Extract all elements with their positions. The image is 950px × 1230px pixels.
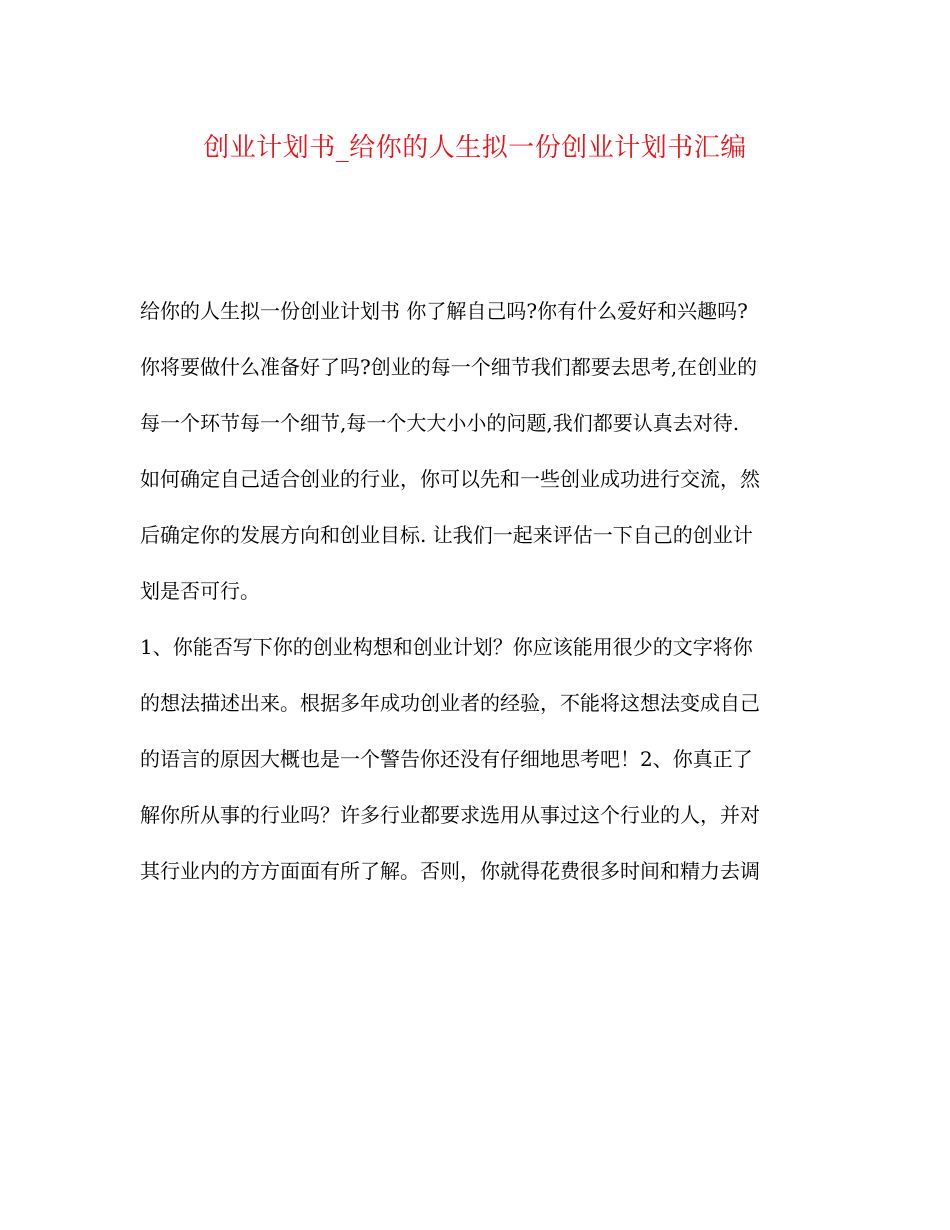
document-title: 创业计划书_给你的人生拟一份创业计划书汇编 (203, 133, 747, 163)
paragraph-line: 如何确定自己适合创业的行业，你可以先和一些创业成功进行交流，然 (140, 467, 760, 491)
paragraph-line: 解你所从事的行业吗？许多行业都要求选用从事过这个行业的人，并对 (140, 803, 760, 827)
paragraph-line: 的想法描述出来。根据多年成功创业者的经验，不能将这想法变成自己 (140, 691, 760, 715)
paragraph-line: 1、你能否写下你的创业构想和创业计划？你应该能用很少的文字将你 (140, 635, 753, 659)
paragraph-line: 给你的人生拟一份创业计划书 你了解自己吗?你有什么爱好和兴趣吗? (140, 299, 748, 323)
paragraph-line: 后确定你的发展方向和创业目标. 让我们一起来评估一下自己的创业计 (140, 523, 753, 547)
paragraph-line: 你将要做什么准备好了吗?创业的每一个细节我们都要去思考,在创业的 (140, 355, 758, 379)
document-body (140, 283, 820, 899)
paragraph-line: 的语言的原因大概也是一个警告你还没有仔细地思考吧！2、你真正了 (140, 747, 753, 771)
paragraph-line: 其行业内的方方面面有所了解。否则，你就得花费很多时间和精力去调 (140, 859, 760, 883)
paragraph-line: 每一个环节每一个细节,每一个大大小小的问题,我们都要认真去对待. (140, 411, 740, 435)
paragraph-line: 划是否可行。 (140, 579, 260, 603)
